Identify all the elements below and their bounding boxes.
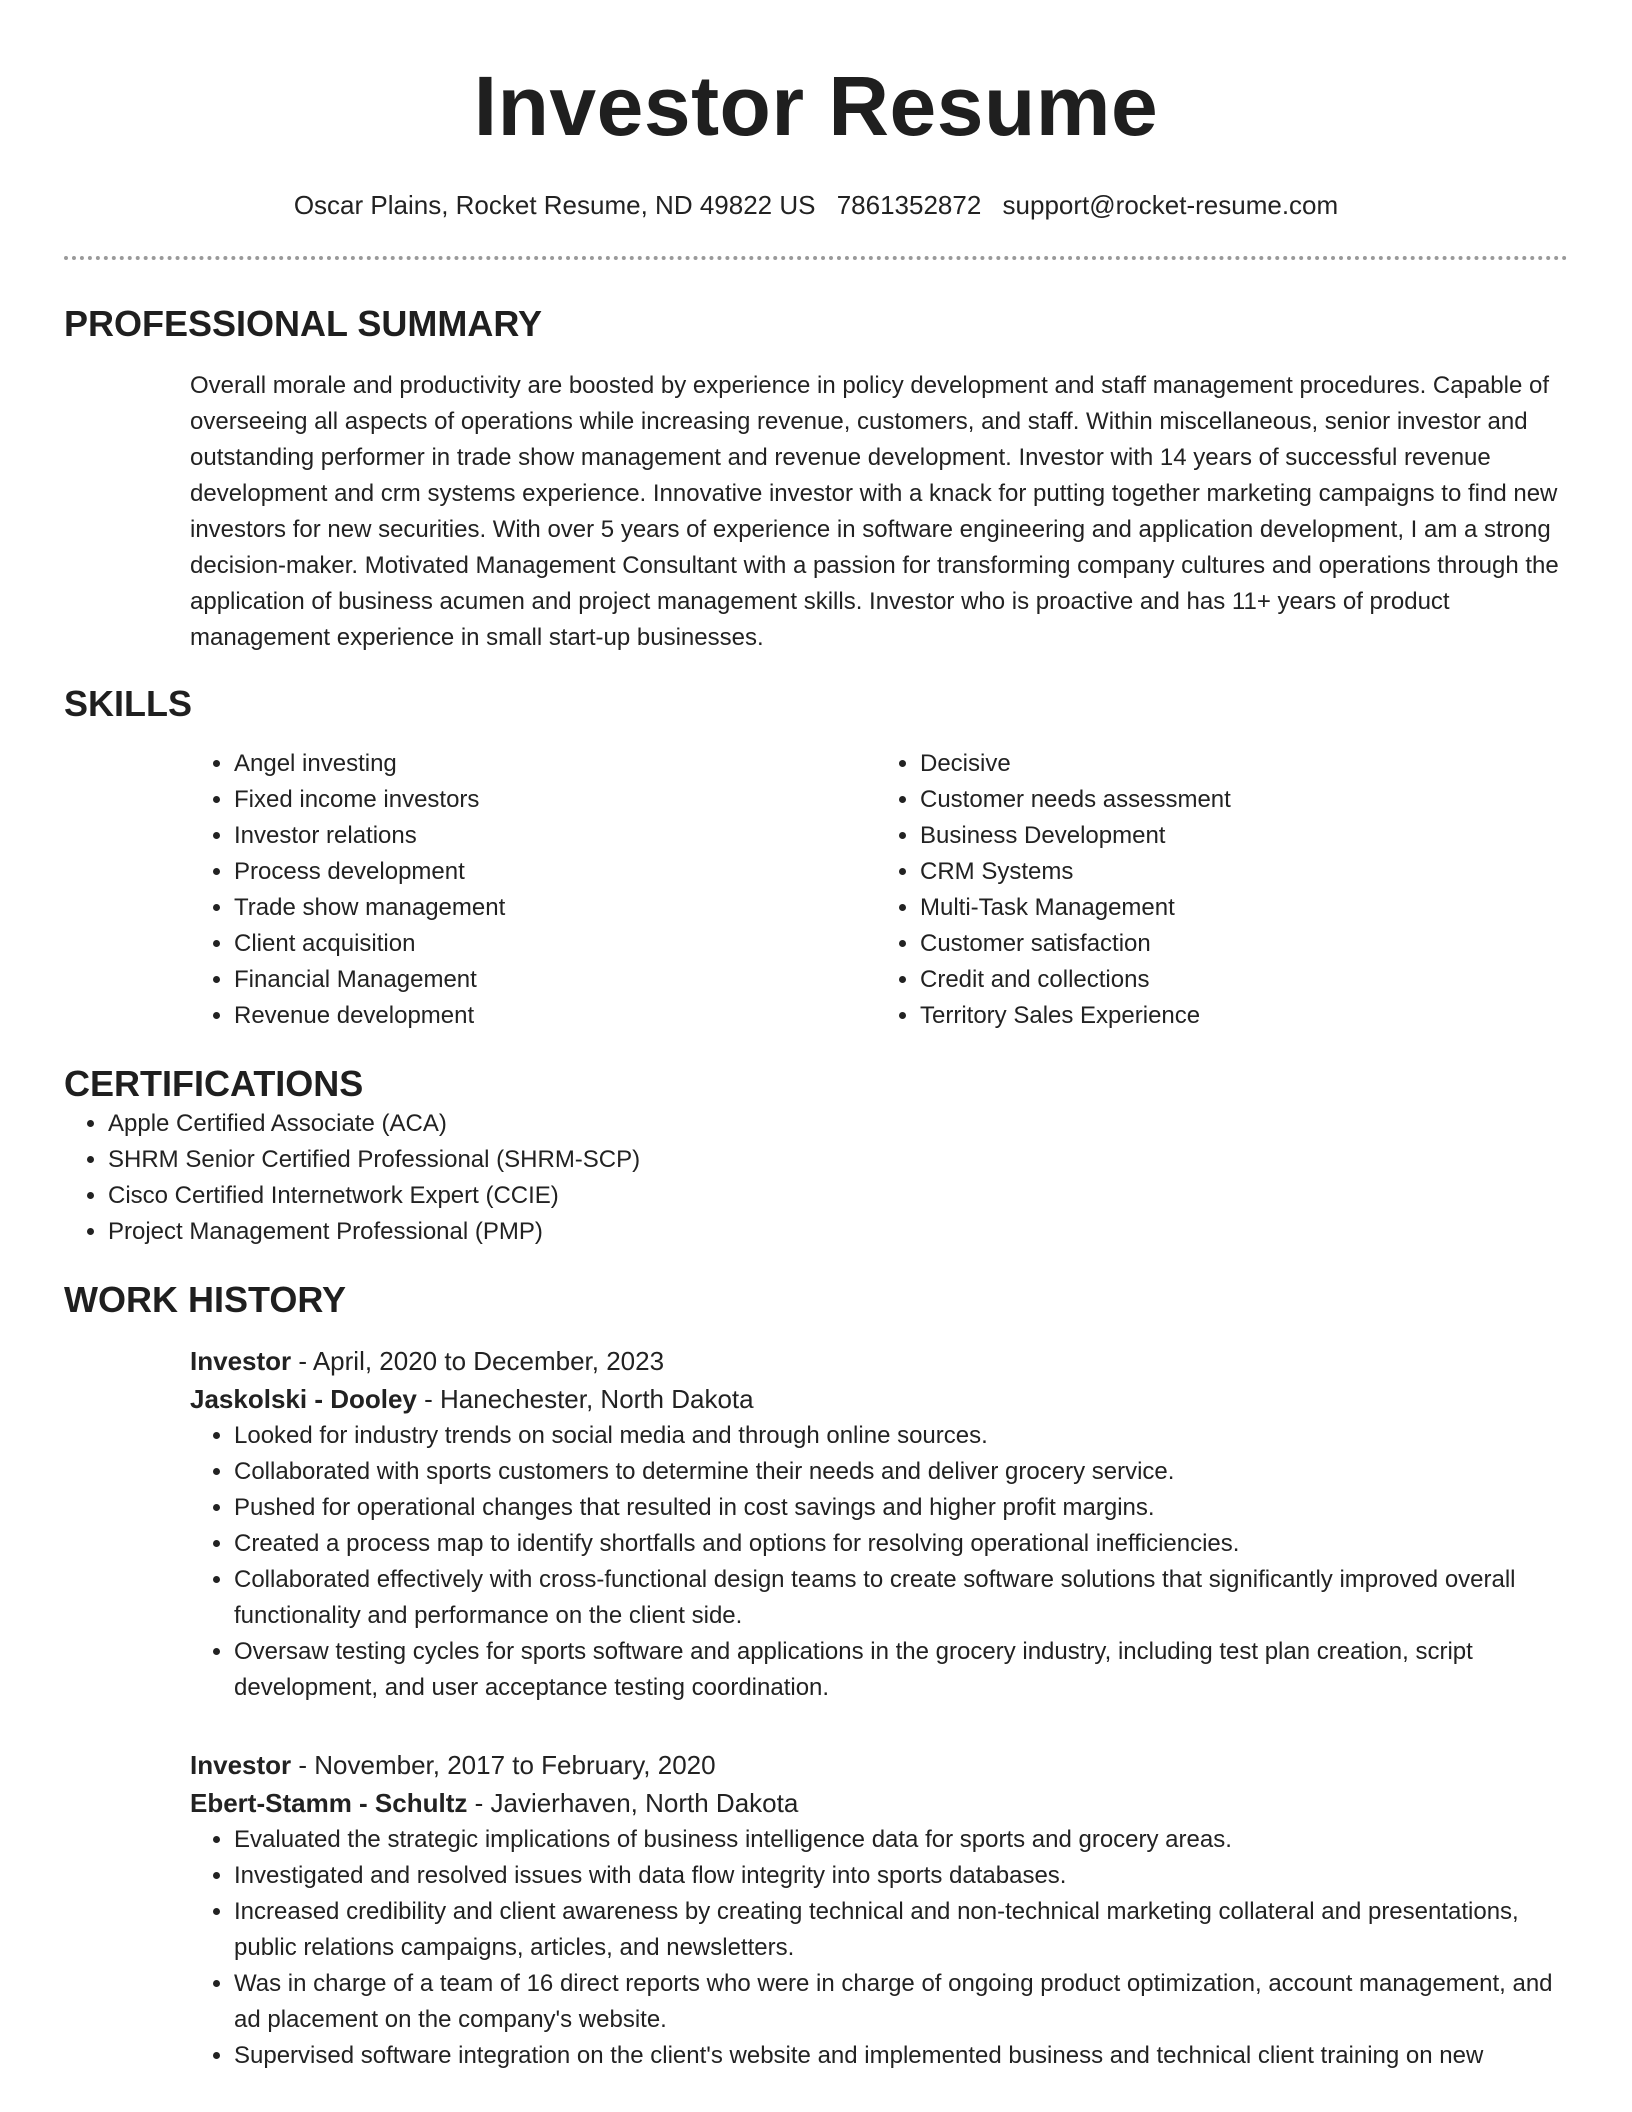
skills-list-right (870, 746, 1231, 1034)
job-duty: • Increased credibility and client awareness by creating technical and non-technical marketing collateral and presentations, public relations campaigns, articles, and newsletters. (234, 1894, 1568, 1966)
contact-phone: 7861352872 (836, 190, 982, 220)
skill-item: • Business Development (920, 818, 1231, 854)
certification-item: • SHRM Senior Certified Professional (SHRM-SCP) (108, 1142, 1568, 1178)
job-duty: • Collaborated with sports customers to determine their needs and deliver grocery service. (234, 1454, 1568, 1490)
job-duty: • Pushed for operational changes that resulted in cost savings and higher profit margins. (234, 1490, 1568, 1526)
job-duty: • Created a process map to identify shortfalls and options for resolving operational inefficiencies. (234, 1526, 1568, 1562)
job-location: - Hanechester, North Dakota (416, 1384, 754, 1414)
skill-item: • Angel investing (234, 746, 870, 782)
job-company-line (190, 1784, 1568, 1822)
job-company: Jaskolski - Dooley (190, 1384, 417, 1414)
skill-item: • Investor relations (234, 818, 870, 854)
skill-item: • Territory Sales Experience (920, 998, 1231, 1034)
skills-heading: SKILLS (64, 683, 193, 724)
skills-section (64, 682, 1568, 1034)
resume-page (64, 0, 1568, 2074)
certifications-heading: CERTIFICATIONS (64, 1063, 364, 1104)
job-duty: • Looked for industry trends on social media and through online sources. (234, 1418, 1568, 1454)
skills-list-left (190, 746, 870, 1034)
certifications-list (64, 1106, 1568, 1250)
skill-item: • Client acquisition (234, 926, 870, 962)
job-entry (190, 1746, 1568, 2074)
summary-heading: PROFESSIONAL SUMMARY (64, 303, 543, 344)
skill-item: • Financial Management (234, 962, 870, 998)
certification-item: • Cisco Certified Internetwork Expert (CCIE) (108, 1178, 1568, 1214)
job-title-line (190, 1746, 1568, 1784)
job-duty: • Supervised software integration on the client's website and implemented business and technical client training on new (234, 2038, 1568, 2074)
resume-title: Investor Resume (473, 59, 1159, 153)
summary-text: Overall morale and productivity are boosted by experience in policy development and staff management procedures. Capable of overseeing all aspects of operations while increasing revenue, customers, and staff. Within miscellaneous, senior investor and outstanding performer in trade show management and revenue development. Investor with 14 years of successful revenue development and crm systems experience. Innovative investor with a knack for putting together marketing campaigns to find new investors for new securities. With over 5 years of experience in software engineering and application development, I am a strong decision-maker. Motivated Management Consultant with a passion for transforming company cultures and operations through the application of business acumen and project management skills. Investor who is proactive and has 11+ years of product management experience in small start-up businesses. (190, 372, 1559, 651)
job-company-line (190, 1380, 1568, 1418)
header-divider (64, 256, 1568, 260)
skill-item: • Trade show management (234, 890, 870, 926)
skill-item: • Multi-Task Management (920, 890, 1231, 926)
skill-item: • Customer needs assessment (920, 782, 1231, 818)
certifications-section (64, 1062, 1568, 1250)
contact-email: support@rocket-resume.com (1002, 190, 1339, 220)
job-title: Investor (190, 1750, 292, 1780)
job-title: Investor (190, 1346, 292, 1376)
job-dates: - November, 2017 to February, 2020 (291, 1750, 716, 1780)
job-location: - Javierhaven, North Dakota (467, 1788, 799, 1818)
skill-item: • CRM Systems (920, 854, 1231, 890)
job-entry (190, 1342, 1568, 1706)
skill-item: • Decisive (920, 746, 1231, 782)
skills-columns (190, 746, 1568, 1034)
job-dates: - April, 2020 to December, 2023 (291, 1346, 665, 1376)
professional-summary-section (64, 302, 1568, 656)
job-duties-list (190, 1822, 1568, 2074)
skill-item: • Revenue development (234, 998, 870, 1034)
job-duty: • Investigated and resolved issues with data flow integrity into sports databases. (234, 1858, 1568, 1894)
work-history-section (64, 1278, 1568, 2074)
certification-item: • Apple Certified Associate (ACA) (108, 1106, 1568, 1142)
contact-address: Oscar Plains, Rocket Resume, ND 49822 US (293, 190, 816, 220)
skill-item: • Process development (234, 854, 870, 890)
certification-item: • Project Management Professional (PMP) (108, 1214, 1568, 1250)
job-duty: • Oversaw testing cycles for sports software and applications in the grocery industry, including test plan creation, script development, and user acceptance testing coordination. (234, 1634, 1568, 1706)
skill-item: • Customer satisfaction (920, 926, 1231, 962)
job-duty: • Evaluated the strategic implications of business intelligence data for sports and grocery areas. (234, 1822, 1568, 1858)
job-duties-list (190, 1418, 1568, 1706)
skill-item: • Fixed income investors (234, 782, 870, 818)
job-duty: • Collaborated effectively with cross-functional design teams to create software solutions that significantly improved overall functionality and performance on the client side. (234, 1562, 1568, 1634)
job-duty: • Was in charge of a team of 16 direct reports who were in charge of ongoing product optimization, account management, and ad placement on the company's website. (234, 1966, 1568, 2038)
job-title-line (190, 1342, 1568, 1380)
work-history-heading: WORK HISTORY (64, 1279, 347, 1320)
skill-item: • Credit and collections (920, 962, 1231, 998)
job-company: Ebert-Stamm - Schultz (190, 1788, 468, 1818)
contact-line (64, 188, 1568, 222)
